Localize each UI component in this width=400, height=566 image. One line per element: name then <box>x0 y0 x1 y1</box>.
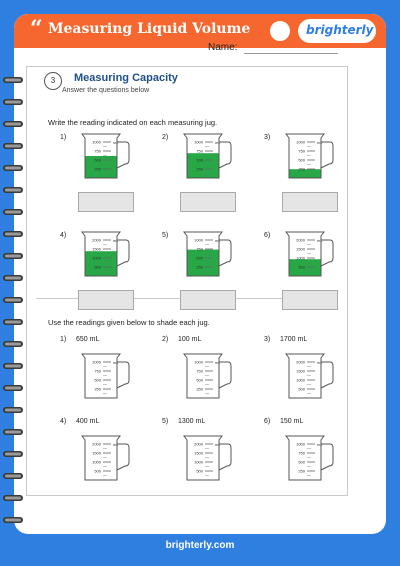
section-number: 3 <box>44 72 62 90</box>
scale-label: 2000 <box>92 441 101 447</box>
answer-box[interactable] <box>78 192 134 212</box>
target-amount: 100 mL <box>178 336 202 343</box>
scale-label: 1000 <box>92 255 101 261</box>
scale-label: 1500 <box>296 368 305 374</box>
scale-label: 1000 <box>296 139 305 145</box>
scale-label: 250 <box>196 166 203 172</box>
measuring-jug-to-shade[interactable] <box>76 434 136 484</box>
section-title: Measuring Capacity <box>74 72 178 84</box>
scale-label: 500 <box>196 157 203 163</box>
scale-label: 2000 <box>92 237 101 243</box>
spiral-binding-ring-icon <box>2 270 24 279</box>
scale-label: 1500 <box>92 246 101 252</box>
question-number: 4) <box>60 418 67 425</box>
question-number: 5) <box>162 418 169 425</box>
jug-handle <box>219 240 231 266</box>
answer-box[interactable] <box>78 290 134 310</box>
scale-label: 1000 <box>92 459 101 465</box>
question-number: 4) <box>60 232 67 239</box>
target-amount: 400 mL <box>76 418 100 425</box>
spiral-binding-ring-icon <box>2 490 24 499</box>
measuring-jug <box>280 230 340 280</box>
jug-handle <box>117 362 129 388</box>
unit-label: mL <box>113 238 119 243</box>
jug-handle <box>219 362 231 388</box>
circle-decoration <box>270 21 290 41</box>
scale-label: 1500 <box>194 450 203 456</box>
scale-label: 250 <box>298 468 305 474</box>
scale-label: 500 <box>196 468 203 474</box>
target-amount: 650 mL <box>76 336 100 343</box>
liquid-fill <box>85 251 117 276</box>
scale-label: 250 <box>298 166 305 172</box>
jug-handle <box>117 142 129 168</box>
liquid-fill <box>187 250 219 276</box>
unit-label: mL <box>317 140 323 145</box>
answer-box[interactable] <box>282 192 338 212</box>
measuring-jug <box>76 230 136 280</box>
scale-label: 1500 <box>296 246 305 252</box>
jug-handle <box>321 240 333 266</box>
scale-label: 1000 <box>92 359 101 365</box>
scale-label: 1000 <box>194 139 203 145</box>
spiral-binding-ring-icon <box>2 204 24 213</box>
spiral-binding-ring-icon <box>2 402 24 411</box>
measuring-jug-to-shade[interactable] <box>178 434 238 484</box>
spiral-binding-ring-icon <box>2 468 24 477</box>
unit-label: mL <box>317 442 323 447</box>
spiral-binding-ring-icon <box>2 446 24 455</box>
spiral-binding-ring-icon <box>2 424 24 433</box>
scale-label: 250 <box>196 386 203 392</box>
scale-label: 1000 <box>296 377 305 383</box>
unit-label: mL <box>113 360 119 365</box>
measuring-jug-to-shade[interactable] <box>280 434 340 484</box>
jug-handle <box>219 444 231 470</box>
spiral-binding-ring-icon <box>2 358 24 367</box>
spiral-binding-ring-icon <box>2 314 24 323</box>
scale-label: 500 <box>298 459 305 465</box>
spiral-binding-ring-icon <box>2 116 24 125</box>
scale-label: 500 <box>94 264 101 270</box>
answer-box[interactable] <box>282 290 338 310</box>
liquid-fill <box>85 156 117 178</box>
liquid-fill <box>289 259 321 276</box>
scale-label: 750 <box>196 246 203 252</box>
scale-label: 2000 <box>296 359 305 365</box>
question-number: 1) <box>60 134 67 141</box>
name-label: Name: <box>208 42 238 53</box>
scale-label: 1000 <box>92 139 101 145</box>
spiral-binding-ring-icon <box>2 248 24 257</box>
scale-label: 500 <box>298 157 305 163</box>
header-bar <box>14 14 386 48</box>
measuring-jug <box>178 230 238 280</box>
jug-handle <box>117 240 129 266</box>
scale-label: 1000 <box>194 359 203 365</box>
scale-label: 750 <box>298 450 305 456</box>
measuring-jug-to-shade[interactable] <box>76 352 136 402</box>
answer-box[interactable] <box>180 192 236 212</box>
liquid-fill <box>187 153 219 178</box>
unit-label: mL <box>113 140 119 145</box>
spiral-binding-ring-icon <box>2 182 24 191</box>
measuring-jug <box>178 132 238 182</box>
scale-label: 500 <box>196 255 203 261</box>
answer-box[interactable] <box>180 290 236 310</box>
scale-label: 1000 <box>194 237 203 243</box>
unit-label: mL <box>317 238 323 243</box>
jug-handle <box>219 142 231 168</box>
target-amount: 1300 mL <box>178 418 206 425</box>
scale-label: 500 <box>196 377 203 383</box>
measuring-jug-to-shade[interactable] <box>178 352 238 402</box>
brighterly-logo-icon[interactable] <box>298 19 376 43</box>
name-field[interactable] <box>244 53 338 54</box>
unit-label: mL <box>113 442 119 447</box>
question-number: 3) <box>264 336 271 343</box>
scale-label: 1500 <box>92 450 101 456</box>
part-a-instruction: Write the reading indicated on each measuring jug. <box>48 118 218 127</box>
measuring-jug <box>76 132 136 182</box>
spiral-binding-ring-icon <box>2 380 24 389</box>
scale-label: 500 <box>94 377 101 383</box>
scale-label: 750 <box>196 368 203 374</box>
spiral-binding-ring-icon <box>2 226 24 235</box>
jug-handle <box>321 142 333 168</box>
part-b-instruction: Use the readings given below to shade each jug. <box>48 318 210 327</box>
scale-label: 500 <box>298 386 305 392</box>
spiral-binding-ring-icon <box>2 160 24 169</box>
spiral-binding-ring-icon <box>2 512 24 521</box>
measuring-jug <box>280 132 340 182</box>
scale-label: 750 <box>196 148 203 154</box>
unit-label: mL <box>215 442 221 447</box>
question-number: 3) <box>264 134 271 141</box>
target-amount: 1700 mL <box>280 336 308 343</box>
question-number: 5) <box>162 232 169 239</box>
scale-label: 250 <box>94 166 101 172</box>
scale-label: 2000 <box>194 441 203 447</box>
target-amount: 150 mL <box>280 418 304 425</box>
question-number: 1) <box>60 336 67 343</box>
logo-text: brighterly <box>306 23 374 37</box>
question-number: 2) <box>162 336 169 343</box>
measuring-jug-to-shade[interactable] <box>280 352 340 402</box>
scale-label: 500 <box>94 468 101 474</box>
section-subtitle: Answer the questions below <box>62 87 150 94</box>
scale-label: 250 <box>196 264 203 270</box>
scale-label: 2000 <box>296 237 305 243</box>
question-number: 6) <box>264 418 271 425</box>
scale-label: 250 <box>94 386 101 392</box>
unit-label: mL <box>215 238 221 243</box>
liquid-fill <box>289 166 321 178</box>
question-number: 6) <box>264 232 271 239</box>
spiral-binding-ring-icon <box>2 138 24 147</box>
unit-label: mL <box>215 140 221 145</box>
scale-label: 750 <box>94 368 101 374</box>
unit-label: mL <box>317 360 323 365</box>
exercise-box <box>26 66 348 496</box>
spiral-binding-ring-icon <box>2 94 24 103</box>
scale-label: 1000 <box>296 255 305 261</box>
scale-label: 750 <box>298 148 305 154</box>
scale-label: 750 <box>94 148 101 154</box>
spiral-binding-ring-icon <box>2 336 24 345</box>
footer-url[interactable]: brighterly.com <box>165 540 235 551</box>
question-number: 2) <box>162 134 169 141</box>
quote-icon: “ <box>30 16 43 42</box>
scale-label: 500 <box>94 157 101 163</box>
scale-label: 500 <box>298 264 305 270</box>
jug-handle <box>321 444 333 470</box>
scale-label: 1000 <box>194 459 203 465</box>
jug-handle <box>117 444 129 470</box>
scale-label: 1000 <box>296 441 305 447</box>
spiral-binding-ring-icon <box>2 72 24 81</box>
page-title: Measuring Liquid Volume <box>48 21 251 37</box>
unit-label: mL <box>215 360 221 365</box>
jug-handle <box>321 362 333 388</box>
spiral-binding-ring-icon <box>2 292 24 301</box>
